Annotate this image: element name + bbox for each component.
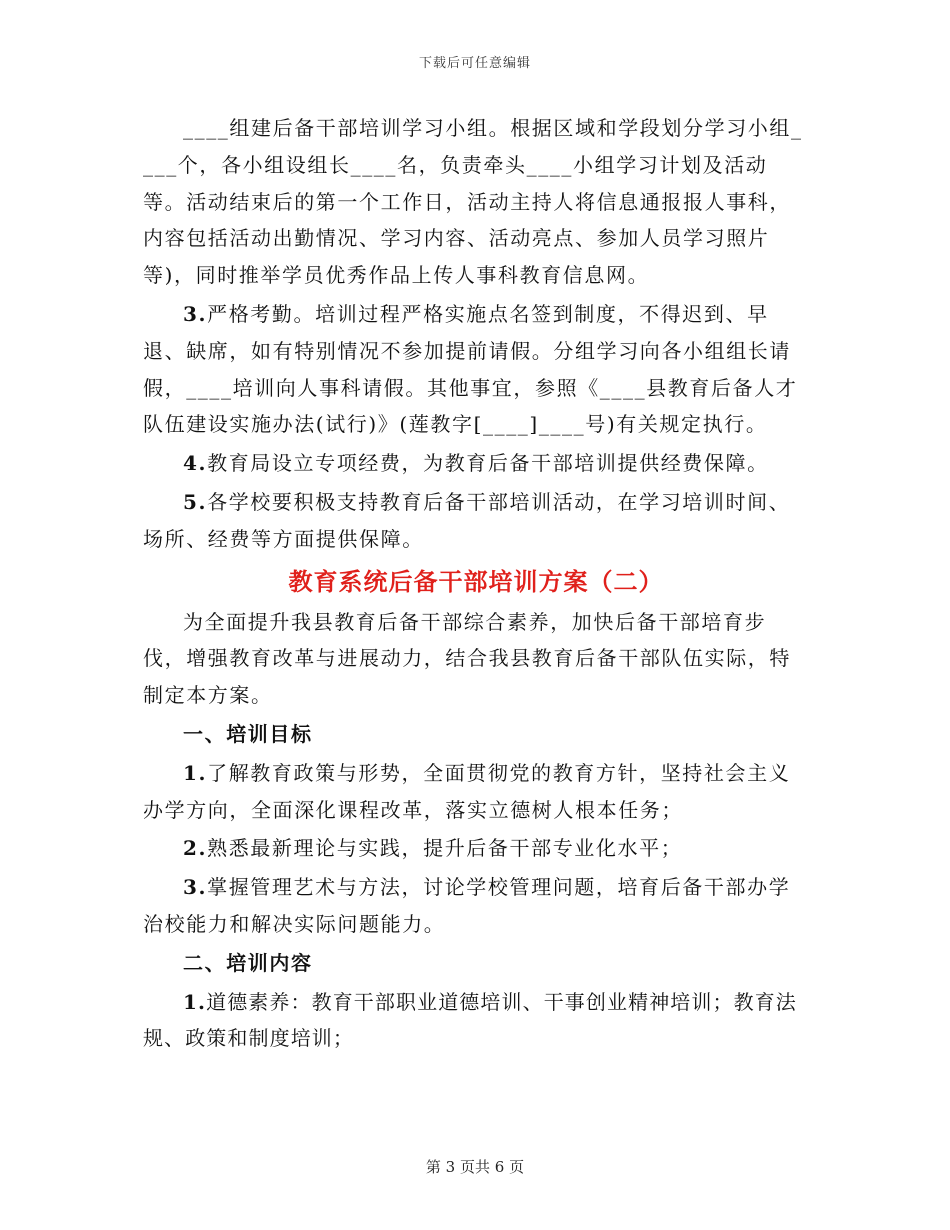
paragraph-intro: 为全面提升我县教育后备干部综合素养，加快后备干部培育步伐，增强教育改革与进展动力，结合我县教育后备干部队伍实际，特制定本方案。 bbox=[143, 609, 791, 708]
paragraph-study-groups: ____组建后备干部培训学习小组。根据区域和学段划分学习小组____个，各小组设组长____名，负责牵头____小组学习计划及活动等。活动结束后的第一个工作日，活动主持人将信息通报报人事科，内容包括活动出勤情况、学习内容、活动亮点、参加人员学习照片等)，同时推举学员优秀作品上传人事科教育信息网。 bbox=[143, 116, 803, 288]
item-number: 2. bbox=[183, 836, 208, 861]
item-number: 1. bbox=[183, 760, 208, 785]
document-body bbox=[143, 110, 809, 1059]
item-text: 各学校要积极支持教育后备干部培训活动，在学习培训时间、场所、经费等方面提供保障。 bbox=[143, 489, 791, 551]
section-heading-goals: 一、培训目标 bbox=[183, 721, 313, 746]
item-text: 教育局设立专项经费，为教育后备干部培训提供经费保障。 bbox=[207, 451, 769, 476]
paragraph-funding bbox=[143, 445, 809, 482]
item-number: 4. bbox=[183, 451, 208, 476]
paragraph-goal-1 bbox=[143, 755, 809, 829]
page-footer: 第 3 页共 6 页 bbox=[425, 1158, 525, 1176]
page-header: 下载后可任意编辑 bbox=[418, 56, 531, 71]
paragraph-goal-3 bbox=[143, 869, 809, 943]
paragraph-attendance bbox=[143, 296, 809, 443]
document-title: 教育系统后备干部培训方案（二） bbox=[288, 566, 664, 596]
paragraph-school-support bbox=[143, 484, 809, 558]
item-number: 3. bbox=[183, 875, 208, 900]
item-text: 严格考勤。培训过程严格实施点名签到制度，不得迟到、早退、缺席，如有特别情况不参加提前请假。分组学习向各小组组长请假，____培训向人事科请假。其他事宜，参照《____县教育后备人才队伍建设实施办法(试行)》(莲教字[____]____号)有关规定执行。 bbox=[143, 301, 798, 437]
item-text: 掌握管理艺术与方法，讨论学校管理问题，培育后备干部办学治校能力和解决实际问题能力。 bbox=[143, 875, 791, 936]
item-text: 熟悉最新理论与实践，提升后备干部专业化水平； bbox=[207, 836, 683, 861]
paragraph-content-1 bbox=[143, 984, 809, 1058]
section-heading-content: 二、培训内容 bbox=[183, 950, 313, 975]
paragraph-goal-2 bbox=[143, 830, 809, 867]
item-number: 3. bbox=[183, 301, 208, 326]
item-text: 道德素养：教育干部职业道德培训、干事创业精神培训；教育法规、政策和制度培训； bbox=[143, 989, 797, 1051]
item-number: 1. bbox=[183, 989, 207, 1014]
item-number: 5. bbox=[183, 489, 208, 514]
item-text: 了解教育政策与形势，全面贯彻党的教育方针，坚持社会主义办学方向，全面深化课程改革，落实立德树人根本任务； bbox=[143, 760, 791, 822]
